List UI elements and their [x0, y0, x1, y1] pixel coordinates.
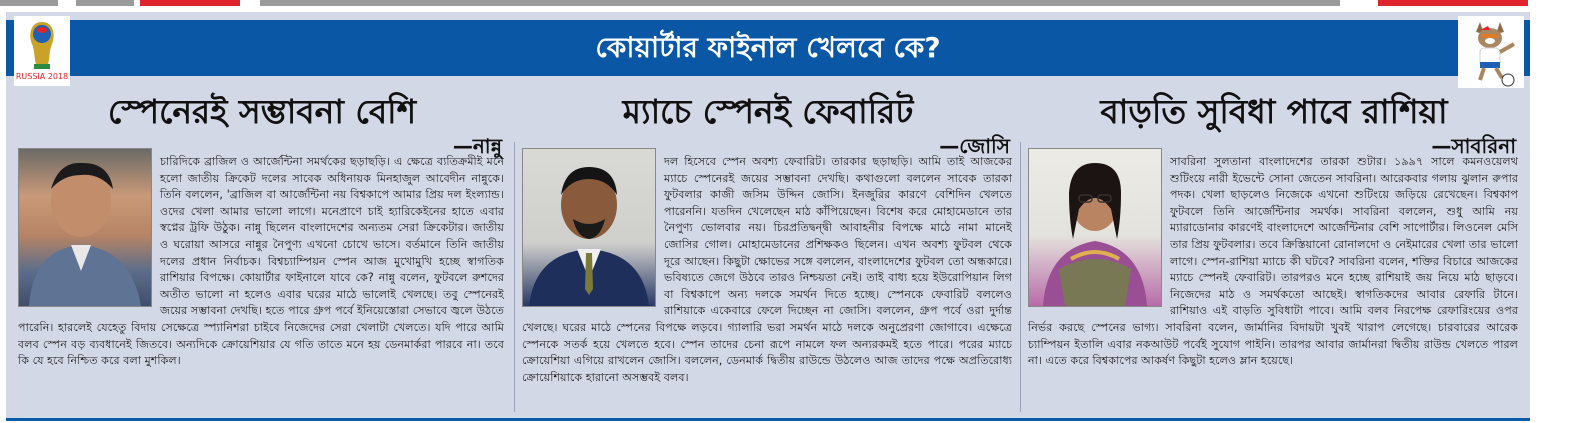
- article-column-2: [520, 76, 1016, 416]
- article-body: [18, 154, 504, 370]
- top-strip-gray: [76, 0, 134, 6]
- article-byline: —নান্নু: [452, 134, 502, 158]
- article-headline: ম্যাচে স্পেনই ফেবারিট: [622, 92, 914, 131]
- banner-title: কোয়ার্টার ফাইনাল খেলবে কে?: [595, 31, 941, 64]
- top-strip-gray: [0, 0, 58, 6]
- article-body: [522, 154, 1012, 386]
- section-banner: [6, 20, 1530, 76]
- photo-text-wrap: [18, 154, 160, 306]
- article-byline: —সাবরিনা: [1431, 134, 1516, 158]
- article-body-text: সাবরিনা সুলতানা বাংলাদেশের তারকা শুটার। ১৯৯৭ সালে কমনওয়েলথ শুটিংয়ে নারী ইভেন্টে সোনা জেতেন সাবরিনা। আরেকবার গলায় ঝুলান রুপার পদক। খেলা ছাড়লেও নিজেকে এখনো শুটিংয়ে জড়িয়ে রেখেছেন। বিশ্বকাপ ফুটবলে তিনি আর্জেন্টিনার সমর্থক। সাবরিনা বললেন, শুধু আমি নয় ম্যারাডোনার কারণেই বাংলাদেশে আর্জেন্টিনার বেশি সাপোর্টার। লিওনেল মেসি তার প্রিয় ফুটবলার। তবে ক্রিস্তিয়ানো রোনালদো ও নেইমারের খেলা তার ভালো লাগে। স্পেন-রাশিয়া ম্যাচে কী ঘটবে? সাবরিনা বলেন, শক্তির বিচারে আজকের ম্যাচে স্পেনই ফেবারিট। তারপরও মনে হচ্ছে রাশিয়াই জয় নিয়ে মাঠ ছাড়বে। নিজেদের মাঠ ও সমর্থকতো আছেই। স্বাগতিকদের আবার রেফারি টানে। রাশিয়াও এই বাড়তি সুবিধাটা পাবে। আমি বলব নিরপেক্ষ রেফারিংয়ের ওপর নির্ভর করছে স্পেনের ভাগ্য। সাবরিনা বলেন, জার্মানির বিদায়টা খুবই খারাপ লেগেছে। চারবারের আরেক চ্যাম্পিয়ন ইতালি এবার নকআউট পর্বেই সুযোগ পাইনি। তারপর আবার জার্মানরা দ্বিতীয় রাউন্ড খেলতে পারল না। এতে করে বিশ্বকাপের আকর্ষণ কিছুটা হলেও ম্লান হয়েছে।: [1028, 155, 1518, 368]
- column-divider: [1020, 142, 1021, 412]
- article-headline: বাড়তি সুবিধা পাবে রাশিয়া: [1100, 92, 1448, 131]
- news-page: [6, 12, 1530, 421]
- article-column-1: [16, 76, 508, 416]
- top-strip-gray: [260, 0, 1340, 6]
- photo-text-wrap: [522, 154, 664, 306]
- article-body: [1028, 154, 1518, 370]
- top-strip-red: [140, 0, 240, 6]
- article-body-text: দল হিসেবে স্পেন অবশ্য ফেবারিট। তারকার ছড়াছড়ি। আমি তাই আজকের ম্যাচে স্পেনেরই জয়ের সম্ভাবনা দেখছি। কথাগুলো বললেন সাবেক তারকা ফুটবলার কাজী জসিম উদ্দিন জোসি। ইনজুরির কারণে বেশিদিন খেলতে পারেননি। যতদিন খেলেছেন মাঠ কাঁপিয়েছেন। বিশেষ করে মোহামেডানে তার নৈপুণ্য ভোলবার নয়। চিরপ্রতিদ্বন্দ্বী আবাহনীর বিপক্ষে মাঠে নামা মানেই জোসির গোল। মোহামেডানের প্রশিক্ষকও ছিলেন। এখন অবশ্য ফুটবল থেকে দূরে আছেন। কিছুটা ক্ষোভের সঙ্গে বললেন, বাংলাদেশের ফুটবল তো অন্ধকারে। ভবিষ্যতে জেগে উঠবে তারও নিশ্চয়তা নেই। তাই বাধ্য হয়ে ইউরোপিয়ান লিগ বা বিশ্বকাপে অন্য দলকে সমর্থন দিতে হচ্ছে। স্পেনকে ফেবারিট বললেও রাশিয়াকে একেবারে ফেলে দিচ্ছেন না জোসি। বললেন, গ্রুপ পর্বে ওরা দুর্দান্ত খেলছে। ঘরের মাঠে স্পেনের বিপক্ষে লড়বে। গ্যালারি ভরা সমর্থন মাঠে দলকে অনুপ্রেরণা জোগাবে। এক্ষেত্রে স্পেনকে সতর্ক হয়ে খেলতে হবে। স্পেন তাদের চেনা রূপে নামলে ফল অন্যরকমই হতে পারে। পরের ম্যাচে ক্রোয়েশিয়া এগিয়ে রাখলেন জোসি। বললেন, ডেনমার্ক দ্বিতীয় রাউন্ডে উঠলেও আজ তাদের পক্ষে অপ্রতিরোধ্য ক্রোয়েশিয়াকে হারানো অসম্ভবই বলব।: [522, 155, 1012, 384]
- world-cup-logo-text: RUSSIA 2018: [15, 72, 69, 81]
- column-divider: [514, 142, 515, 412]
- article-byline: —জোসি: [939, 134, 1010, 158]
- article-headline: স্পেনেরই সম্ভাবনা বেশি: [107, 92, 417, 131]
- photo-text-wrap: [1028, 154, 1170, 306]
- top-strip-red: [1378, 0, 1528, 6]
- article-column-3: [1026, 76, 1522, 416]
- top-page-strip: [0, 0, 1572, 8]
- article-body-text: চারিদিকে ব্রাজিল ও আর্জেন্টিনা সমর্থকের ছড়াছড়ি। এ ক্ষেত্রে ব্যতিক্রমীই মনে হলো জাতীয় ক্রিকেট দলের সাবেক অধিনায়ক মিনহাজুল আবেদীন নান্নুকে। তিনি বললেন, 'ব্রাজিল বা আর্জেন্টিনা নয় বিশ্বকাপে আমার প্রিয় দল ইংল্যান্ড। ওদের খেলা আমার ভালো লাগে। মনেপ্রাণে চাই হ্যারিকেইনের হাতে এবার স্বপ্নের ট্রফি উঠুক। নান্নু ছিলেন বাংলাদেশের অন্যতম সেরা ক্রিকেটার। জাতীয় ও ঘরোয়া আসরে নান্নুর নৈপুণ্য এখনো চোখে ভাসে। বর্তমানে তিনি জাতীয় দলের প্রধান নির্বাচক। বিশ্বচ্যাম্পিয়ন স্পেন আজ মুখোমুখি হচ্ছে স্বাগতিক রাশিয়ার বিপক্ষে। কোয়ার্টার ফাইনালে যাবে কে? নান্নু বলেন, ফুটবলে রুশদের অতীত ভালো না হলেও এবার ঘরের মাঠে ভালোই খেলছে। তবু স্পেনেরই জয়ের সম্ভাবনা দেখছি। হতে পারে গ্রুপ পর্বে ইনিয়েস্তোরা সেভাবে জ্বলে উঠতে পারেনি। হারলেই যেহেতু বিদায় সেক্ষেত্রে স্প্যানিশরা চাইবে নিজেদের সেরা খেলাটা খেলতে। যদি পারে আমি বলব স্পেন বড় ব্যবধানেই জিতবে। অন্যদিকে ক্রোয়েশিয়ার যে গতি তাতে মনে হয় ডেনমার্করা পারবে না। তবে কি যে হবে নিশ্চিত করে বলা মুশকিল।: [18, 155, 504, 368]
